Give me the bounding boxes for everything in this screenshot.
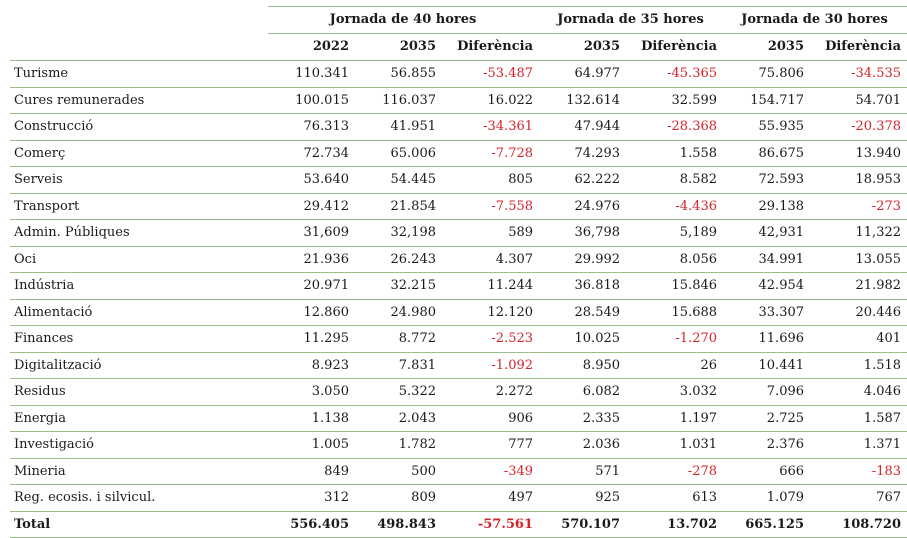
col-header-2022: 2022 bbox=[268, 34, 355, 61]
diff-cell: 13.055 bbox=[810, 246, 907, 273]
diff-cell: -53.487 bbox=[442, 61, 539, 88]
diff-cell: 54.701 bbox=[810, 87, 907, 114]
diff-cell: 12.120 bbox=[442, 299, 539, 326]
diff-cell: -1.270 bbox=[626, 326, 723, 353]
diff-cell: 4.307 bbox=[442, 246, 539, 273]
value-cell: 8.950 bbox=[539, 352, 626, 379]
diff-cell: -349 bbox=[442, 458, 539, 485]
value-cell: 12.860 bbox=[268, 299, 355, 326]
sub-header-blank bbox=[10, 34, 268, 61]
value-cell: 86.675 bbox=[723, 140, 810, 167]
row-label: Construcció bbox=[10, 114, 268, 141]
diff-cell: 15.846 bbox=[626, 273, 723, 300]
value-cell: 1.138 bbox=[268, 405, 355, 432]
diff-cell: 15.688 bbox=[626, 299, 723, 326]
value-cell: 42.954 bbox=[723, 273, 810, 300]
diff-cell: 13.702 bbox=[626, 511, 723, 538]
sub-header-row bbox=[10, 34, 907, 61]
diff-cell: 21.982 bbox=[810, 273, 907, 300]
value-cell: 64.977 bbox=[539, 61, 626, 88]
table-row bbox=[10, 193, 907, 220]
value-cell: 24.980 bbox=[355, 299, 442, 326]
employment-table bbox=[10, 6, 907, 538]
row-label: Comerç bbox=[10, 140, 268, 167]
group-header-40h: Jornada de 40 hores bbox=[268, 7, 539, 34]
row-label: Serveis bbox=[10, 167, 268, 194]
value-cell: 21.936 bbox=[268, 246, 355, 273]
value-cell: 72.734 bbox=[268, 140, 355, 167]
diff-cell: -28.368 bbox=[626, 114, 723, 141]
group-header-row bbox=[10, 7, 907, 34]
value-cell: 47.944 bbox=[539, 114, 626, 141]
value-cell: 571 bbox=[539, 458, 626, 485]
value-cell: 29.412 bbox=[268, 193, 355, 220]
row-label: Energia bbox=[10, 405, 268, 432]
diff-cell: 26 bbox=[626, 352, 723, 379]
value-cell: 21.854 bbox=[355, 193, 442, 220]
row-label: Admin. Públiques bbox=[10, 220, 268, 247]
value-cell: 498.843 bbox=[355, 511, 442, 538]
diff-cell: -34.361 bbox=[442, 114, 539, 141]
value-cell: 10.441 bbox=[723, 352, 810, 379]
value-cell: 32,198 bbox=[355, 220, 442, 247]
value-cell: 33.307 bbox=[723, 299, 810, 326]
table-row bbox=[10, 485, 907, 512]
diff-cell: 2.272 bbox=[442, 379, 539, 406]
table-row bbox=[10, 246, 907, 273]
row-label: Turisme bbox=[10, 61, 268, 88]
value-cell: 2.335 bbox=[539, 405, 626, 432]
table-row bbox=[10, 273, 907, 300]
table-row bbox=[10, 87, 907, 114]
row-label: Investigació bbox=[10, 432, 268, 459]
value-cell: 54.445 bbox=[355, 167, 442, 194]
diff-cell: -2.523 bbox=[442, 326, 539, 353]
value-cell: 100.015 bbox=[268, 87, 355, 114]
table-row bbox=[10, 299, 907, 326]
value-cell: 665.125 bbox=[723, 511, 810, 538]
total-row bbox=[10, 511, 907, 538]
total-label: Total bbox=[10, 511, 268, 538]
value-cell: 20.971 bbox=[268, 273, 355, 300]
value-cell: 154.717 bbox=[723, 87, 810, 114]
diff-cell: 1.197 bbox=[626, 405, 723, 432]
table-row bbox=[10, 379, 907, 406]
diff-cell: -34.535 bbox=[810, 61, 907, 88]
value-cell: 32.215 bbox=[355, 273, 442, 300]
diff-cell: -20.378 bbox=[810, 114, 907, 141]
table-row bbox=[10, 114, 907, 141]
diff-cell: 4.046 bbox=[810, 379, 907, 406]
value-cell: 8.772 bbox=[355, 326, 442, 353]
row-label: Digitalització bbox=[10, 352, 268, 379]
col-header-2035-30h: 2035 bbox=[723, 34, 810, 61]
diff-cell: 1.558 bbox=[626, 140, 723, 167]
value-cell: 34.991 bbox=[723, 246, 810, 273]
diff-cell: 497 bbox=[442, 485, 539, 512]
row-label: Indústria bbox=[10, 273, 268, 300]
diff-cell: 13.940 bbox=[810, 140, 907, 167]
value-cell: 36,798 bbox=[539, 220, 626, 247]
value-cell: 312 bbox=[268, 485, 355, 512]
diff-cell: 32.599 bbox=[626, 87, 723, 114]
value-cell: 5.322 bbox=[355, 379, 442, 406]
row-label: Mineria bbox=[10, 458, 268, 485]
value-cell: 925 bbox=[539, 485, 626, 512]
value-cell: 65.006 bbox=[355, 140, 442, 167]
diff-cell: -7.728 bbox=[442, 140, 539, 167]
value-cell: 2.725 bbox=[723, 405, 810, 432]
value-cell: 2.043 bbox=[355, 405, 442, 432]
value-cell: 132.614 bbox=[539, 87, 626, 114]
value-cell: 24.976 bbox=[539, 193, 626, 220]
table-body bbox=[10, 61, 907, 538]
header-blank bbox=[10, 7, 268, 34]
diff-cell: 1.518 bbox=[810, 352, 907, 379]
diff-cell: 8.582 bbox=[626, 167, 723, 194]
diff-cell: 589 bbox=[442, 220, 539, 247]
value-cell: 11.696 bbox=[723, 326, 810, 353]
value-cell: 1.782 bbox=[355, 432, 442, 459]
diff-cell: 805 bbox=[442, 167, 539, 194]
value-cell: 29.138 bbox=[723, 193, 810, 220]
table-row bbox=[10, 220, 907, 247]
diff-cell: 777 bbox=[442, 432, 539, 459]
row-label: Oci bbox=[10, 246, 268, 273]
diff-cell: -4.436 bbox=[626, 193, 723, 220]
value-cell: 72.593 bbox=[723, 167, 810, 194]
diff-cell: 906 bbox=[442, 405, 539, 432]
diff-cell: 11.244 bbox=[442, 273, 539, 300]
value-cell: 116.037 bbox=[355, 87, 442, 114]
value-cell: 11.295 bbox=[268, 326, 355, 353]
value-cell: 8.923 bbox=[268, 352, 355, 379]
table-row bbox=[10, 167, 907, 194]
value-cell: 76.313 bbox=[268, 114, 355, 141]
value-cell: 41.951 bbox=[355, 114, 442, 141]
col-header-2035-35h: 2035 bbox=[539, 34, 626, 61]
diff-cell: -1.092 bbox=[442, 352, 539, 379]
group-header-35h: Jornada de 35 hores bbox=[539, 7, 723, 34]
value-cell: 1.005 bbox=[268, 432, 355, 459]
value-cell: 2.376 bbox=[723, 432, 810, 459]
row-label: Finances bbox=[10, 326, 268, 353]
value-cell: 570.107 bbox=[539, 511, 626, 538]
value-cell: 7.096 bbox=[723, 379, 810, 406]
value-cell: 849 bbox=[268, 458, 355, 485]
diff-cell: -273 bbox=[810, 193, 907, 220]
row-label: Reg. ecosis. i silvicul. bbox=[10, 485, 268, 512]
row-label: Transport bbox=[10, 193, 268, 220]
value-cell: 42,931 bbox=[723, 220, 810, 247]
value-cell: 26.243 bbox=[355, 246, 442, 273]
value-cell: 1.079 bbox=[723, 485, 810, 512]
value-cell: 110.341 bbox=[268, 61, 355, 88]
value-cell: 10.025 bbox=[539, 326, 626, 353]
value-cell: 666 bbox=[723, 458, 810, 485]
col-header-diff-40h: Diferència bbox=[442, 34, 539, 61]
table-row bbox=[10, 326, 907, 353]
diff-cell: 8.056 bbox=[626, 246, 723, 273]
diff-cell: 1.587 bbox=[810, 405, 907, 432]
diff-cell: 108.720 bbox=[810, 511, 907, 538]
value-cell: 55.935 bbox=[723, 114, 810, 141]
value-cell: 53.640 bbox=[268, 167, 355, 194]
value-cell: 2.036 bbox=[539, 432, 626, 459]
diff-cell: 18.953 bbox=[810, 167, 907, 194]
value-cell: 6.082 bbox=[539, 379, 626, 406]
table-row bbox=[10, 405, 907, 432]
diff-cell: 767 bbox=[810, 485, 907, 512]
value-cell: 7.831 bbox=[355, 352, 442, 379]
value-cell: 28.549 bbox=[539, 299, 626, 326]
value-cell: 75.806 bbox=[723, 61, 810, 88]
diff-cell: 1.031 bbox=[626, 432, 723, 459]
value-cell: 74.293 bbox=[539, 140, 626, 167]
diff-cell: -183 bbox=[810, 458, 907, 485]
col-header-2035-40h: 2035 bbox=[355, 34, 442, 61]
table-row bbox=[10, 458, 907, 485]
col-header-diff-35h: Diferència bbox=[626, 34, 723, 61]
value-cell: 500 bbox=[355, 458, 442, 485]
diff-cell: 1.371 bbox=[810, 432, 907, 459]
table-row bbox=[10, 432, 907, 459]
table-row bbox=[10, 140, 907, 167]
diff-cell: -45.365 bbox=[626, 61, 723, 88]
value-cell: 809 bbox=[355, 485, 442, 512]
col-header-diff-30h: Diferència bbox=[810, 34, 907, 61]
diff-cell: -7.558 bbox=[442, 193, 539, 220]
value-cell: 62.222 bbox=[539, 167, 626, 194]
value-cell: 3.050 bbox=[268, 379, 355, 406]
diff-cell: 11,322 bbox=[810, 220, 907, 247]
diff-cell: 5,189 bbox=[626, 220, 723, 247]
diff-cell: -278 bbox=[626, 458, 723, 485]
value-cell: 31,609 bbox=[268, 220, 355, 247]
row-label: Alimentació bbox=[10, 299, 268, 326]
diff-cell: 401 bbox=[810, 326, 907, 353]
row-label: Residus bbox=[10, 379, 268, 406]
diff-cell: -57.561 bbox=[442, 511, 539, 538]
value-cell: 29.992 bbox=[539, 246, 626, 273]
value-cell: 556.405 bbox=[268, 511, 355, 538]
table-row bbox=[10, 61, 907, 88]
diff-cell: 3.032 bbox=[626, 379, 723, 406]
table-row bbox=[10, 352, 907, 379]
row-label: Cures remunerades bbox=[10, 87, 268, 114]
group-header-30h: Jornada de 30 hores bbox=[723, 7, 907, 34]
value-cell: 56.855 bbox=[355, 61, 442, 88]
diff-cell: 613 bbox=[626, 485, 723, 512]
diff-cell: 16.022 bbox=[442, 87, 539, 114]
diff-cell: 20.446 bbox=[810, 299, 907, 326]
value-cell: 36.818 bbox=[539, 273, 626, 300]
